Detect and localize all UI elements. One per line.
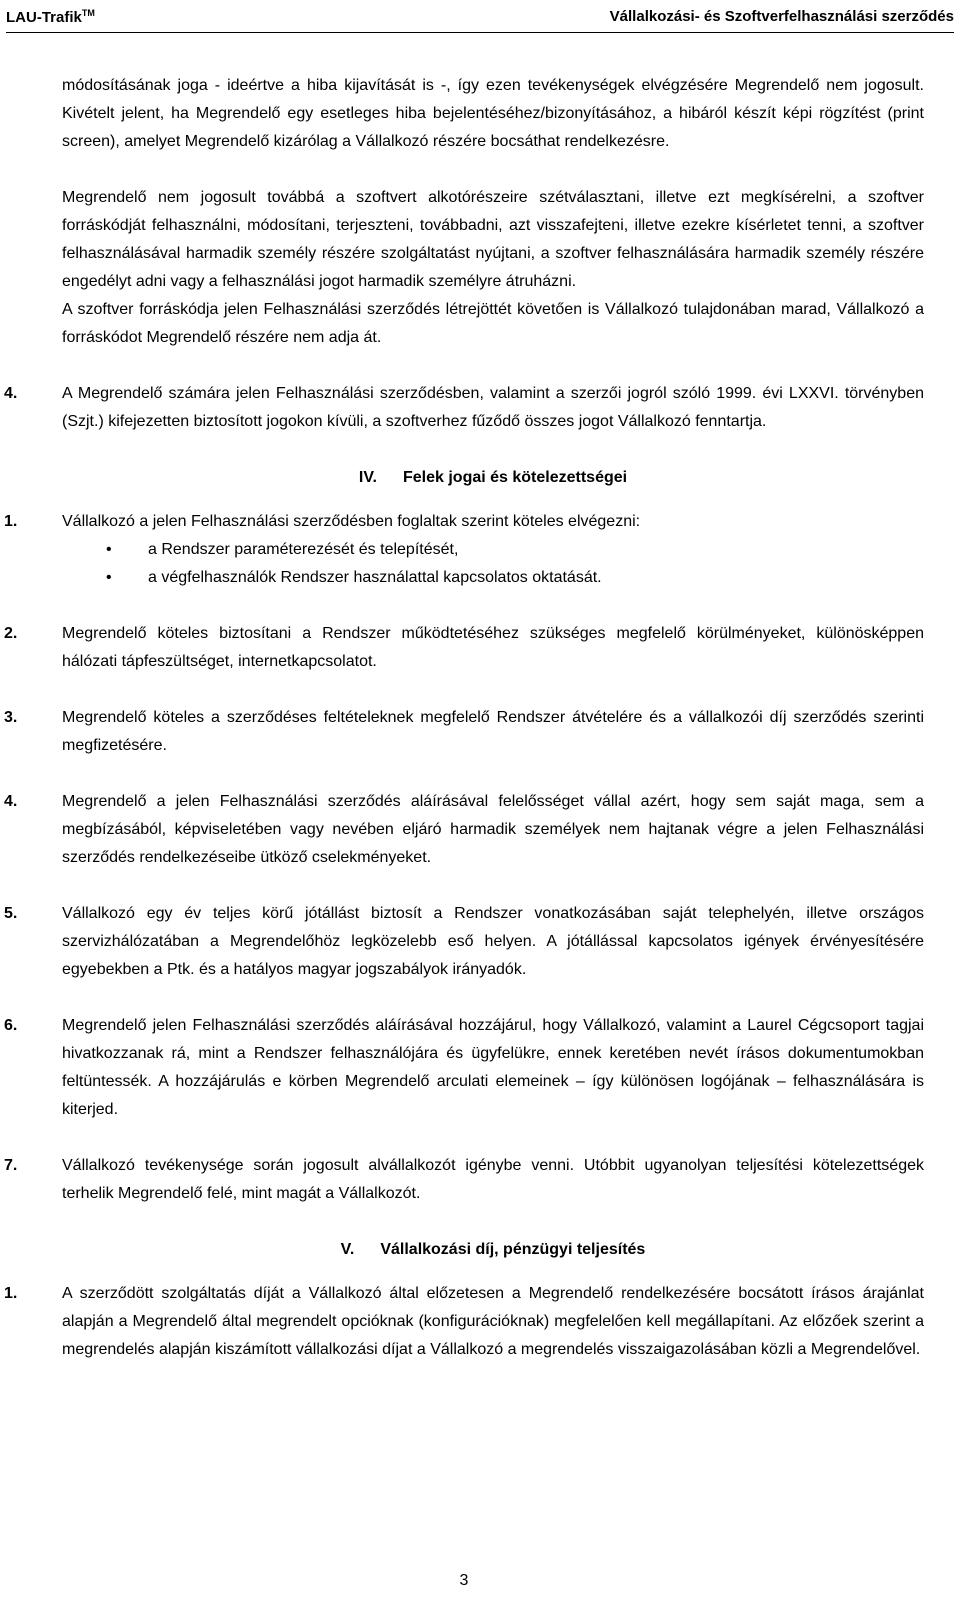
page-number: 3 (459, 1572, 469, 1589)
clause-number: 1. (4, 513, 18, 530)
clause-iv-7 (4, 1152, 924, 1208)
document-body (4, 72, 924, 1364)
clause-v-1 (4, 1280, 924, 1364)
clause-text: Megrendelő a jelen Felhasználási szerződés aláírásával felelősséget vállal azért, hogy sem saját maga, sem a megbízásából, képviseletében vagy nevében eljáró harmadik személyek nem hajtanak végre a jelen Felhasználási szerződés rendelkezéseibe ütköző cselekményeket. (62, 793, 924, 866)
clause-text: Vállalkozó tevékenysége során jogosult alvállalkozót igénybe venni. Utóbbit ugyanolyan teljesítési kötelezettségek terhelik Megrendelő felé, mint magát a Vállalkozót. (62, 1157, 924, 1202)
section-roman-numeral: IV. (358, 469, 377, 486)
section-roman-numeral: V. (340, 1241, 355, 1258)
clause-text: Megrendelő jelen Felhasználási szerződés aláírásával hozzájárul, hogy Vállalkozó, valamint a Laurel Cégcsoport tagjai hivatkozzanak rá, mint a Rendszer felhasználójára és ügyfelükre, ennek keretében nevét írásos dokumentumokban feltüntessék. A hozzájárulás e körben Megrendelő arculati elemeinek – így különösen logójának – felhasználására is kiterjed. (62, 1017, 924, 1118)
section-iv-heading (62, 464, 924, 492)
brand-name: LAU-Trafik™ (6, 8, 95, 26)
clause-text: Megrendelő köteles a szerződéses feltételeknek megfelelő Rendszer átvételére és a vállalkozói díj szerződés szerinti megfizetésére. (62, 709, 924, 754)
section-v-heading (62, 1236, 924, 1264)
clause-number: 1. (4, 1285, 18, 1302)
clause-text: Vállalkozó a jelen Felhasználási szerződésben foglaltak szerint köteles elvégezni: (62, 513, 641, 530)
clause-number: 4. (4, 793, 18, 810)
intro-paragraph-2: Megrendelő nem jogosult továbbá a szoftvert alkotórészeire szétválasztani, illetve ezt megkísérelni, a szoftver forráskódját felhasználni, módosítani, terjeszteni, továbbadni, azt visszafejteni, illetve ezekre kísérletet tenni, a szoftver felhasználásával harmadik személy részére szolgáltatást nyújtani, a szoftver felhasználására harmadik személy részére engedélyt adni vagy a felhasználási jogot harmadik személyre átruházni. (62, 189, 924, 290)
clause-iv-6 (4, 1012, 924, 1124)
bullet-list (62, 536, 924, 592)
intro-paragraph-1: módosításának joga - ideértve a hiba kijavítását is -, így ezen tevékenységek elvégzésére Megrendelő nem jogosult. Kivételt jelent, ha Megrendelő egy esetleges hiba bejelentéséhez/bizonyításához, a hibáról készít képi rögzítést (print screen), amelyet Megrendelő kizárólag a Vállalkozó részére bocsáthat rendelkezésre. (62, 77, 924, 150)
clause-text: A szerződött szolgáltatás díját a Vállalkozó által előzetesen a Megrendelő rendelkezésére bocsátott írásos árajánlat alapján a Megrendelő által megrendelt opcióknak (konfigurációknak) megfelelően kell megállapítani. Az előzőek szerint a megrendelés alapján kiszámított vállalkozási díjat a Vállalkozó a megrendelés visszaigazolásában közli a Megrendelővel. (62, 1285, 924, 1358)
trademark-sup: TM (81, 8, 95, 18)
clause-number: 3. (4, 709, 18, 726)
clause-iv-1 (4, 508, 924, 592)
section-title: Vállalkozási díj, pénzügyi teljesítés (380, 1241, 646, 1258)
clause-number: 2. (4, 625, 18, 642)
clause-number: 7. (4, 1157, 18, 1174)
clause-iv-2 (4, 620, 924, 676)
clause-number: 5. (4, 905, 18, 922)
clause-text: A Megrendelő számára jelen Felhasználási szerződésben, valamint a szerzői jogról szóló 1999. évi LXXVI. törvényben (Szjt.) kifejezetten biztosított jogokon kívüli, a szoftverhez fűződő összes jogot Vállalkozó fenntartja. (62, 385, 924, 430)
intro-paragraph-3: A szoftver forráskódja jelen Felhasználási szerződés létrejöttét követően is Vállalkozó tulajdonában marad, Vállalkozó a forráskódot Megrendelő részére nem adja át. (62, 301, 924, 346)
clause-iv-5 (4, 900, 924, 984)
clause-number: 4. (4, 385, 18, 402)
clause-iv-4 (4, 788, 924, 872)
clause-iv-3 (4, 704, 924, 760)
clause-text: Megrendelő köteles biztosítani a Rendszer működtetéséhez szükséges megfelelő körülményeket, különösképpen hálózati tápfeszültséget, internetkapcsolatot. (62, 625, 924, 670)
page-header (6, 4, 954, 33)
clause-number: 6. (4, 1017, 18, 1034)
section-title: Felek jogai és kötelezettségei (403, 469, 628, 486)
clause-text: Vállalkozó egy év teljes körű jótállást biztosít a Rendszer vonatkozásában saját telephelyén, illetve országos szervizhálózatában a Megrendelőhöz legközelebb eső helyen. A jótállással kapcsolatos igények érvényesítésére egyebekben a Ptk. és a hatályos magyar jogszabályok irányadók. (62, 905, 924, 978)
list-item: • a Rendszer paraméterezését és telepítését, (62, 536, 924, 564)
list-item: • a végfelhasználók Rendszer használattal kapcsolatos oktatását. (62, 564, 924, 592)
document-title: Vállalkozási- és Szoftverfelhasználási szerződés (609, 8, 954, 25)
clause-iii-4 (4, 380, 924, 436)
